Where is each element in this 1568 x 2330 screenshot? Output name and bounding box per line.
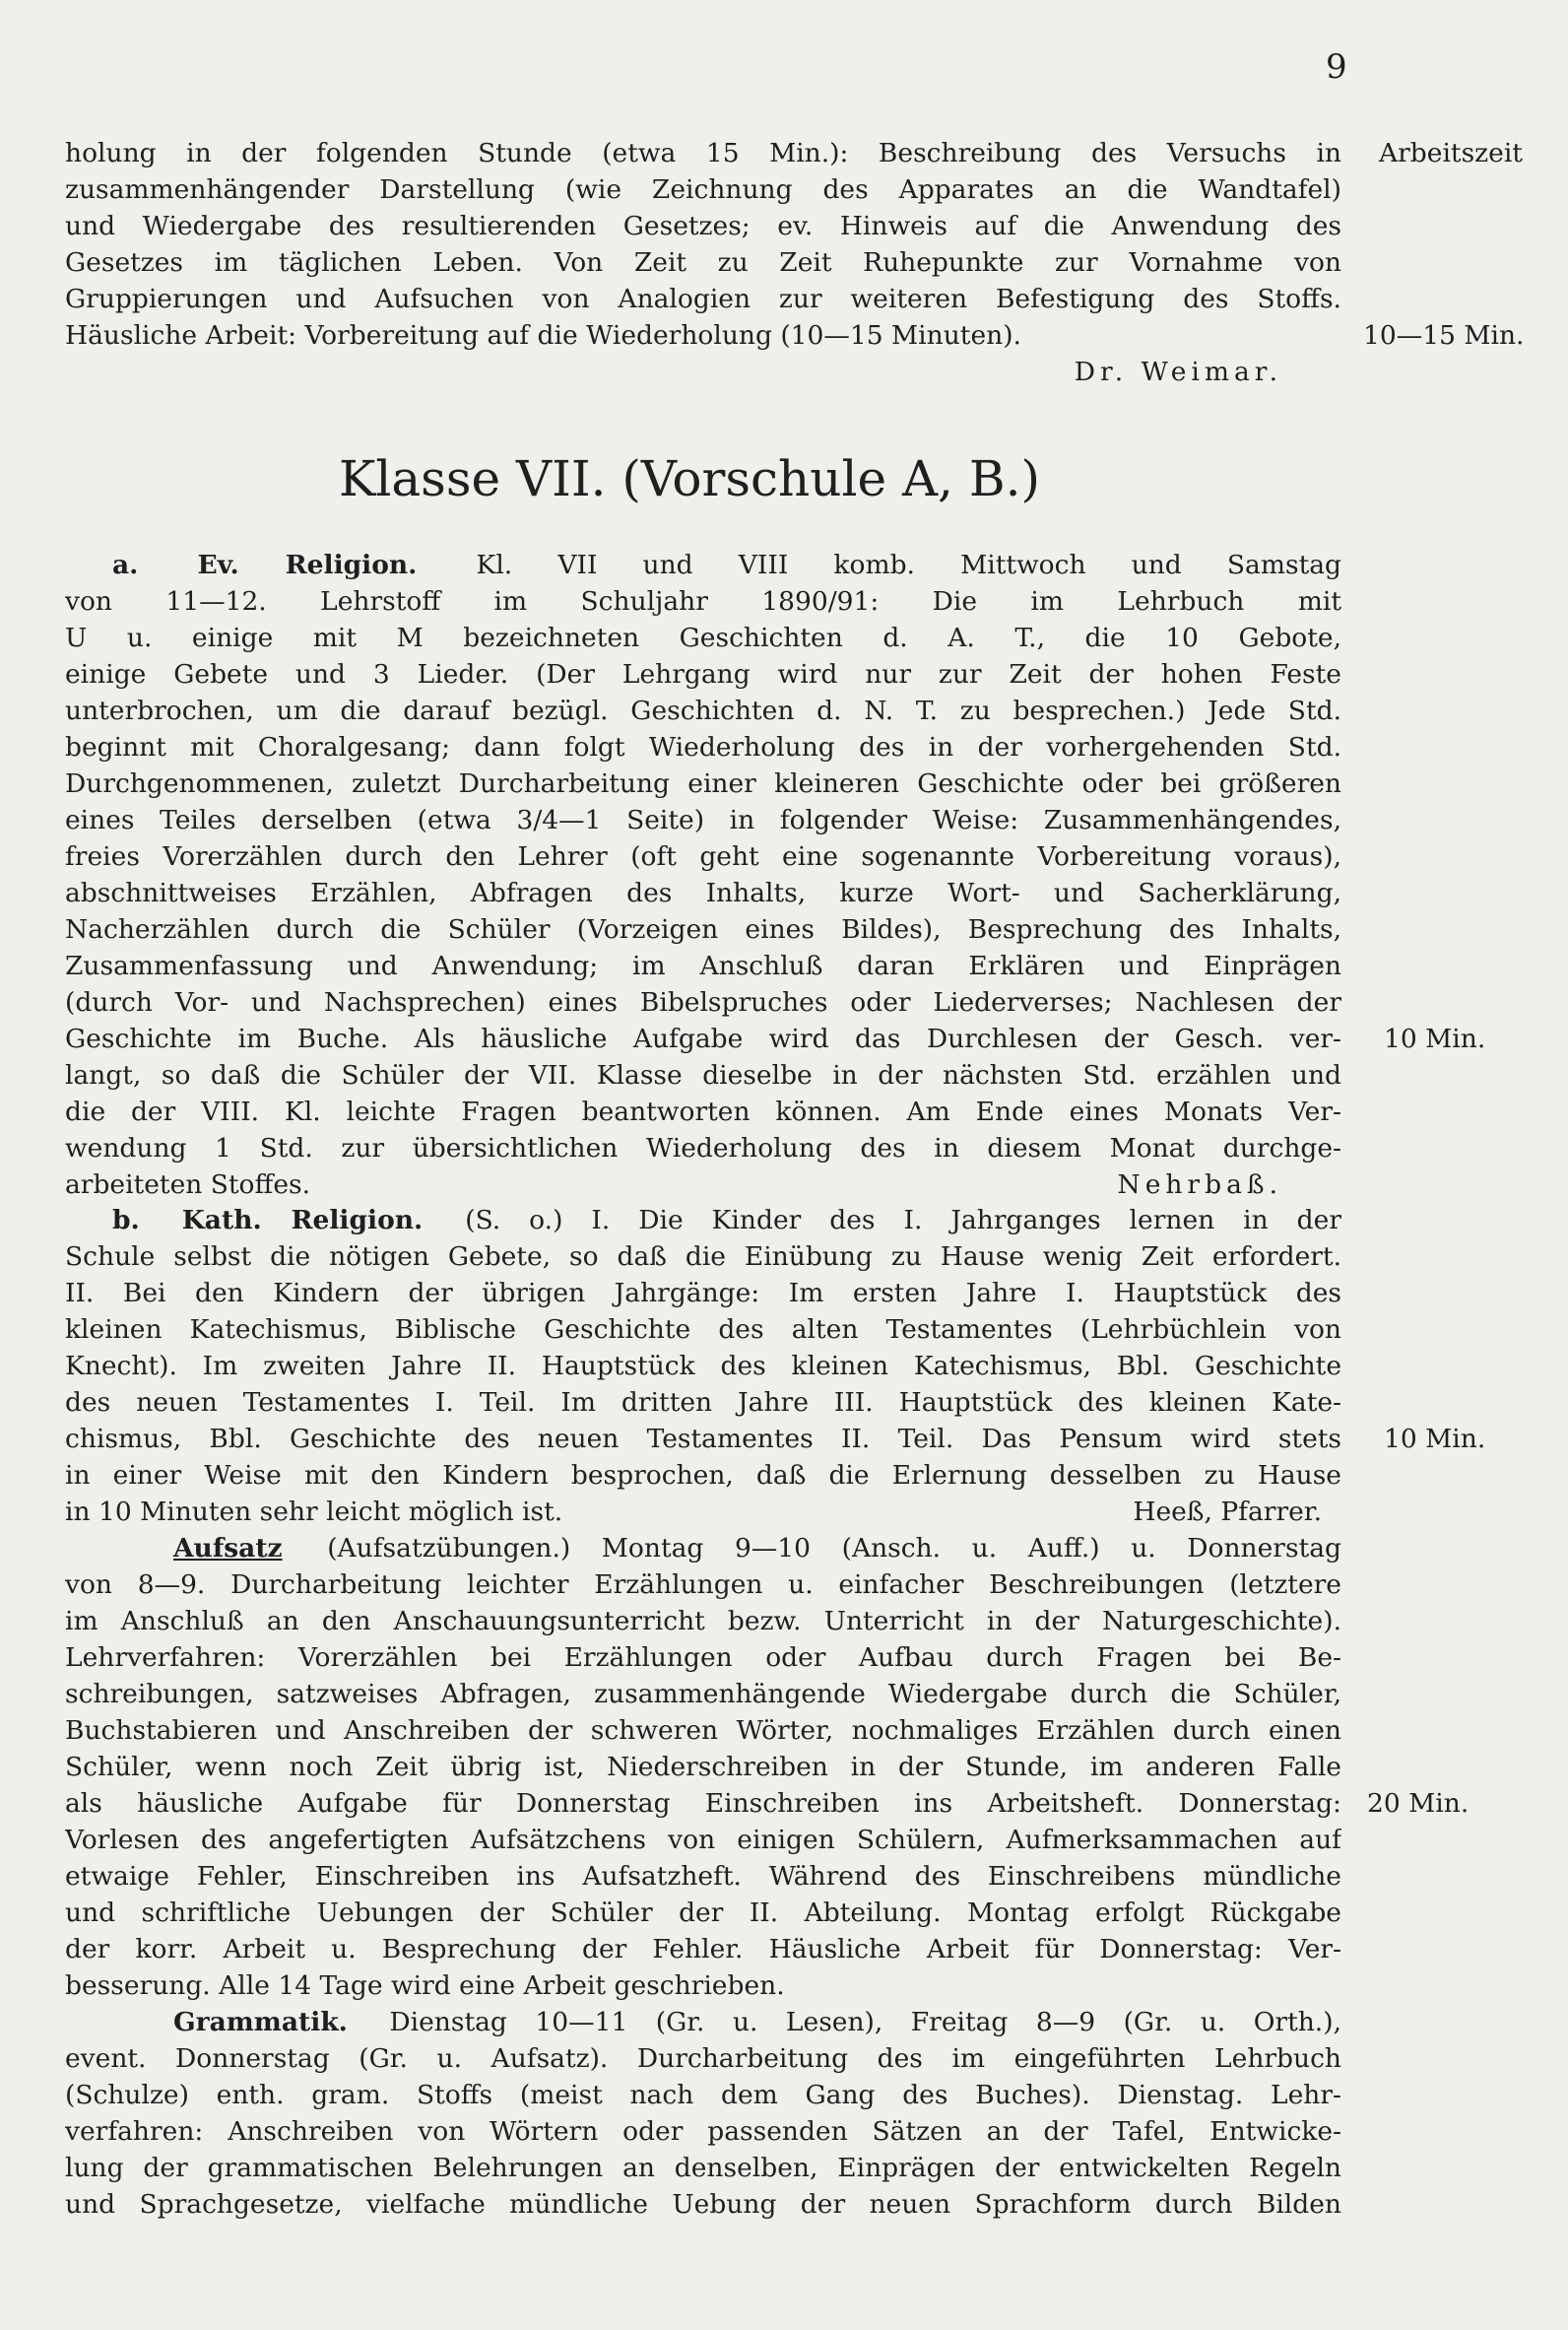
text-line: etwaige Fehler, Einschreiben ins Aufsatzheft. Während des Einschreibens mündliche — [65, 1861, 1341, 1892]
text-line: Knecht). Im zweiten Jahre II. Hauptstück des kleinen Katechismus, Bbl. Geschichte — [65, 1351, 1341, 1381]
text-line: II. Bei den Kindern der übrigen Jahrgänge: Im ersten Jahre I. Hauptstück des — [65, 1278, 1341, 1308]
heading-kath-religion: Kath. Religion. — [181, 1205, 424, 1235]
item-label-b: b. — [112, 1205, 140, 1235]
text-line: Nacherzählen durch die Schüler (Vorzeigen eines Bildes), Besprechung des Inhalts, — [65, 914, 1341, 945]
text-span: Dienstag 10—11 (Gr. u. Lesen), Freitag 8—9 (Gr. u. Orth.), — [389, 2007, 1341, 2037]
text-line: der korr. Arbeit u. Besprechung der Fehler. Häusliche Arbeit für Donnerstag: Ver- — [65, 1934, 1341, 1964]
text-line: (durch Vor- und Nachsprechen) eines Bibelspruches oder Liederverses; Nachlesen der — [65, 987, 1341, 1018]
text-line: als häusliche Aufgabe für Donnerstag Einschreiben ins Arbeitsheft. Donnerstag: — [65, 1788, 1341, 1819]
text-line — [65, 1530, 1341, 1566]
text-line: von 8—9. Durcharbeitung leichter Erzählungen u. einfacher Beschreibungen (letztere — [65, 1569, 1341, 1600]
margin-time-ev-religion: 10 Min. — [1384, 1024, 1486, 1054]
kath-religion-paragraph — [65, 1202, 1341, 1530]
text-line: Lehrverfahren: Vorerzählen bei Erzählungen oder Aufbau durch Fragen bei Be- — [65, 1642, 1341, 1673]
text-span: arbeiteten Stoffes. — [65, 1169, 311, 1200]
text-line — [65, 1166, 1341, 1203]
text-line: Gruppierungen und Aufsuchen von Analogien zur weiteren Befestigung des Stoffs. — [65, 284, 1341, 314]
text-span: in 10 Minuten sehr leicht möglich ist. — [65, 1497, 563, 1527]
text-line: holung in der folgenden Stunde (etwa 15 Min.): Beschreibung des Versuchs in — [65, 138, 1341, 168]
text-span: (S. o.) I. Die Kinder des I. Jahrganges lernen in der — [465, 1205, 1341, 1235]
text-line: eines Teiles derselben (etwa 3/4—1 Seite) in folgender Weise: Zusammenhängendes, — [65, 805, 1341, 835]
margin-arbeitszeit: Arbeitszeit — [1379, 138, 1523, 168]
text-line: im Anschluß an den Anschauungsunterricht bezw. Unterricht in der Naturgeschichte). — [65, 1606, 1341, 1636]
text-line: von 11—12. Lehrstoff im Schuljahr 1890/91: Die im Lehrbuch mit — [65, 586, 1341, 617]
grammatik-paragraph — [65, 2004, 1341, 2223]
text-line: U u. einige mit M bezeichneten Geschichten d. A. T., die 10 Gebote, — [65, 623, 1341, 653]
text-line: wendung 1 Std. zur übersichtlichen Wiederholung des in diesem Monat durchge- — [65, 1133, 1341, 1164]
text-line: und Sprachgesetze, vielfache mündliche Uebung der neuen Sprachform durch Bilden — [65, 2189, 1341, 2220]
intro-paragraph — [65, 135, 1341, 390]
text-line: und schriftliche Uebungen der Schüler der II. Abteilung. Montag erfolgt Rückgabe — [65, 1897, 1341, 1928]
text-span: (Aufsatzübungen.) Montag 9—10 (Ansch. u. Auff.) u. Donnerstag — [327, 1533, 1341, 1564]
item-label-a: a. — [112, 550, 139, 580]
text-line: zusammenhängender Darstellung (wie Zeichnung des Apparates an die Wandtafel) — [65, 174, 1341, 205]
heading-ev-religion: Ev. Religion. — [197, 550, 418, 580]
heading-grammatik: Grammatik. — [173, 2007, 348, 2037]
section-title: Klasse VII. (Vorschule A, B.) — [339, 450, 1040, 507]
text-line: Häusliche Arbeit: Vorbereitung auf die Wiederholung (10—15 Minuten). — [65, 320, 1021, 351]
signature-weimar: Dr. Weimar. — [1074, 357, 1282, 387]
text-line: Schule selbst die nötigen Gebete, so daß die Einübung zu Hause wenig Zeit erfordert. — [65, 1241, 1341, 1272]
text-line: schreibungen, satzweises Abfragen, zusammenhängende Wiedergabe durch die Schüler, — [65, 1679, 1341, 1709]
text-span: Kl. VII und VIII komb. Mittwoch und Samstag — [476, 550, 1341, 580]
text-line: lung der grammatischen Belehrungen an denselben, Einprägen der entwickelten Regeln — [65, 2153, 1341, 2183]
text-line: langt, so daß die Schüler der VII. Klasse dieselbe in der nächsten Std. erzählen und — [65, 1060, 1341, 1091]
text-line: kleinen Katechismus, Biblische Geschichte des alten Testamentes (Lehrbüchlein von — [65, 1314, 1341, 1345]
text-line: besserung. Alle 14 Tage wird eine Arbeit geschrieben. — [65, 1970, 785, 2001]
text-line: verfahren: Anschreiben von Wörtern oder passenden Sätzen an der Tafel, Entwicke- — [65, 2116, 1341, 2147]
heading-aufsatz: Aufsatz — [173, 1533, 283, 1564]
text-line — [65, 1494, 1341, 1530]
text-line: Schüler, wenn noch Zeit übrig ist, Niederschreiben in der Stunde, im anderen Falle — [65, 1752, 1341, 1782]
text-line: des neuen Testamentes I. Teil. Im dritten Jahre III. Hauptstück des kleinen Kate- — [65, 1387, 1341, 1418]
text-line: und Wiedergabe des resultierenden Gesetzes; ev. Hinweis auf die Anwendung des — [65, 211, 1341, 241]
text-line: (Schulze) enth. gram. Stoffs (meist nach dem Gang des Buches). Dienstag. Lehr- — [65, 2080, 1341, 2110]
text-line: Zusammenfassung und Anwendung; im Anschluß daran Erklären und Einprägen — [65, 951, 1341, 981]
margin-time-kath-religion: 10 Min. — [1384, 1424, 1486, 1454]
page-number: 9 — [1326, 47, 1347, 87]
text-line: freies Vorerzählen durch den Lehrer (oft geht eine sogenannte Vorbereitung voraus), — [65, 841, 1341, 872]
margin-time-intro: 10—15 Min. — [1363, 320, 1525, 351]
text-line: Durchgenommenen, zuletzt Durcharbeitung einer kleineren Geschichte oder bei größeren — [65, 768, 1341, 799]
text-line — [65, 547, 1341, 583]
text-line — [65, 2004, 1341, 2040]
text-line: unterbrochen, um die darauf bezügl. Geschichten d. N. T. zu besprechen.) Jede Std. — [65, 696, 1341, 726]
text-line: beginnt mit Choralgesang; dann folgt Wiederholung des in der vorhergehenden Std. — [65, 732, 1341, 763]
text-line: event. Donnerstag (Gr. u. Aufsatz). Durcharbeitung des im eingeführten Lehrbuch — [65, 2043, 1341, 2074]
signature-heess: Heeß, Pfarrer. — [1133, 1497, 1322, 1527]
text-line: die der VIII. Kl. leichte Fragen beantworten können. Am Ende eines Monats Ver- — [65, 1097, 1341, 1127]
aufsatz-paragraph — [65, 1530, 1341, 2004]
signature-nehrbass: Nehrbaß. — [1117, 1169, 1282, 1200]
text-line: Geschichte im Buche. Als häusliche Aufgabe wird das Durchlesen der Gesch. ver- — [65, 1024, 1341, 1054]
text-line: Vorlesen des angefertigten Aufsätzchens von einigen Schülern, Aufmerksammachen auf — [65, 1825, 1341, 1855]
text-line: Buchstabieren und Anschreiben der schweren Wörter, nochmaliges Erzählen durch einen — [65, 1715, 1341, 1746]
margin-time-aufsatz: 20 Min. — [1367, 1788, 1470, 1819]
text-line: chismus, Bbl. Geschichte des neuen Testamentes II. Teil. Das Pensum wird stets — [65, 1424, 1341, 1454]
text-line: in einer Weise mit den Kindern besprochen, daß die Erlernung desselben zu Hause — [65, 1460, 1341, 1491]
text-line — [65, 1202, 1341, 1238]
text-line: abschnittweises Erzählen, Abfragen des Inhalts, kurze Wort- und Sacherklärung, — [65, 878, 1341, 908]
ev-religion-paragraph — [65, 547, 1341, 1203]
text-line: Gesetzes im täglichen Leben. Von Zeit zu Zeit Ruhepunkte zur Vornahme von — [65, 247, 1341, 278]
text-line: einige Gebete und 3 Lieder. (Der Lehrgang wird nur zur Zeit der hohen Feste — [65, 659, 1341, 690]
